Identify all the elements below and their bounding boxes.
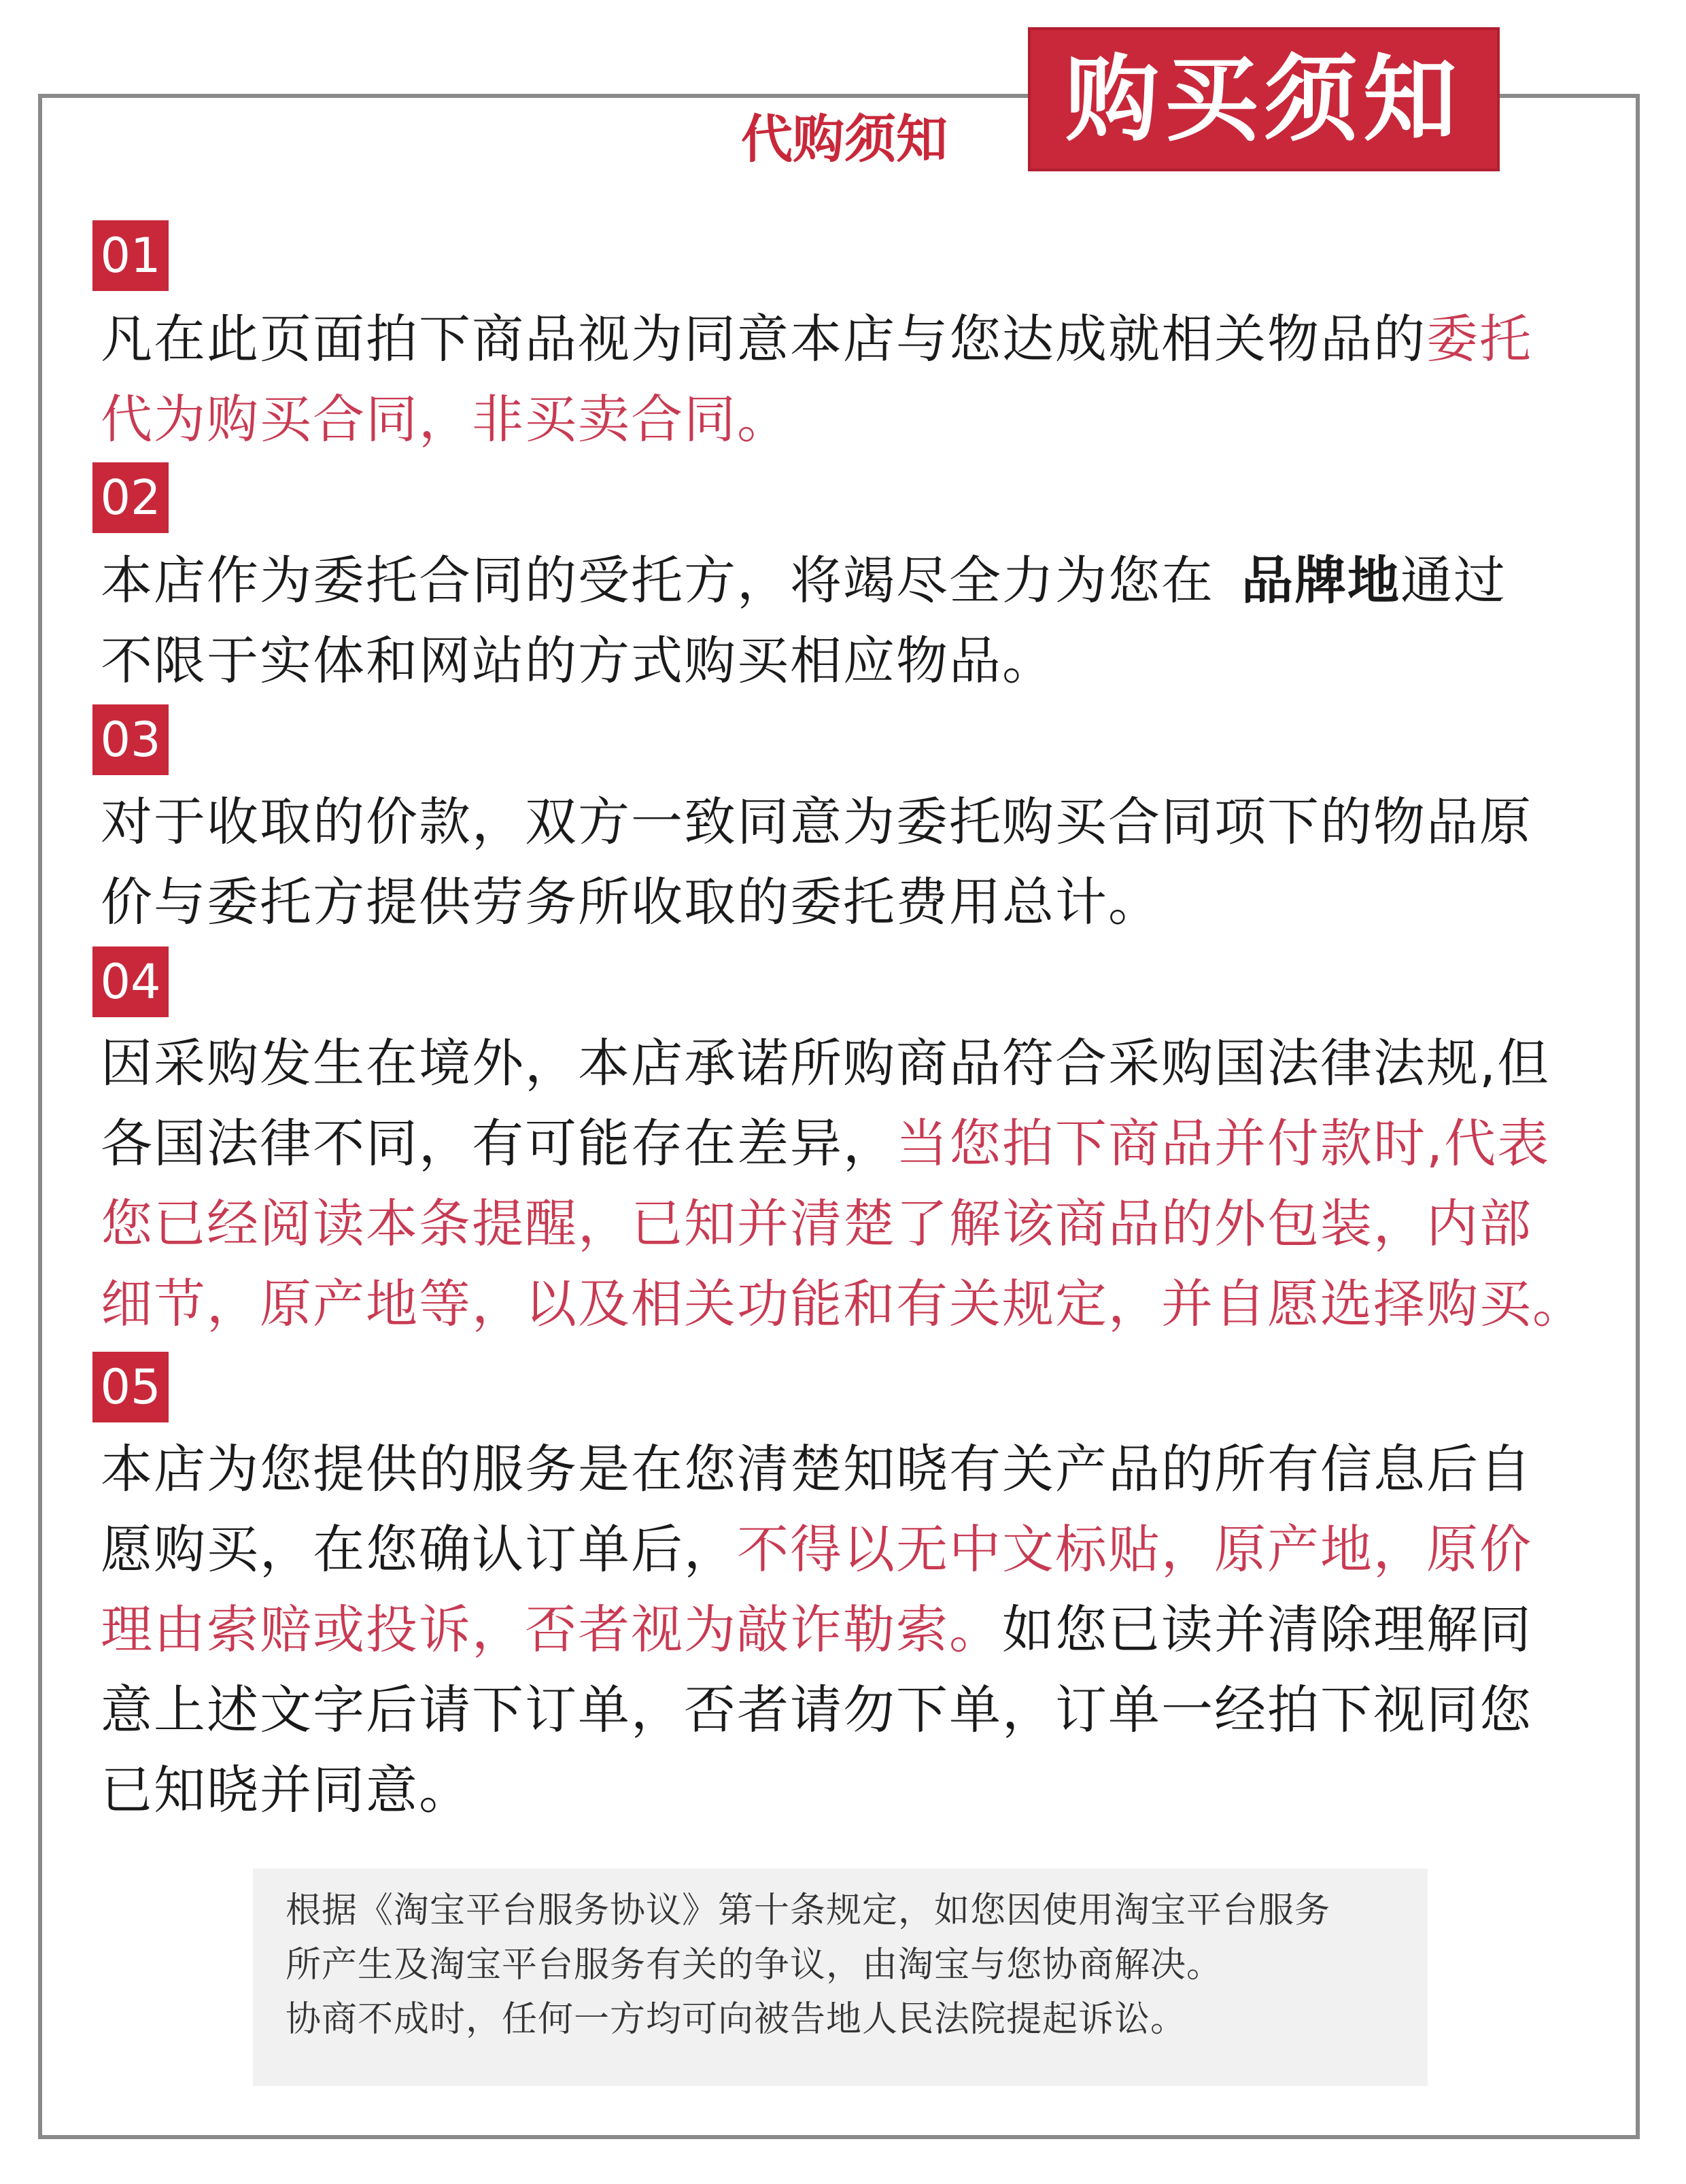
text-segment: 因采购发生在境外，本店承诺所购商品符合采购国法律法规,但: [101, 1033, 1551, 1093]
section-05-text: [101, 1429, 1596, 1830]
section-02-text: [101, 541, 1596, 701]
text-line: [101, 541, 1596, 621]
highlight-segment: 不得以无中文标贴，原产地，原价: [737, 1519, 1532, 1580]
legal-notice-box: [253, 1869, 1428, 2086]
section-number-badge: 05: [92, 1352, 169, 1422]
subtitle: 代购须知: [741, 109, 948, 169]
text-segment: 通过: [1400, 550, 1507, 611]
text-line: [101, 1023, 1596, 1104]
text-segment: 本店为您提供的服务是在您清楚知晓有关产品的所有信息后自: [101, 1439, 1532, 1499]
section-01-text: [101, 299, 1596, 460]
page-title: 购买须知: [1065, 44, 1462, 154]
notice-line: 所产生及淘宝平台服务有关的争议，由淘宝与您协商解决。: [286, 1945, 1223, 1985]
section-number-badge: 04: [92, 946, 169, 1017]
notice-line: 根据《淘宝平台服务协议》第十条规定，如您因使用淘宝平台服务: [286, 1890, 1331, 1931]
text-line: [101, 1590, 1596, 1670]
highlight-segment: 您已经阅读本条提醒，已知并清楚了解该商品的外包装，内部: [101, 1193, 1532, 1254]
notice-line: 协商不成时，任何一方均可向被告地人民法院提起诉讼。: [286, 1999, 1187, 2040]
text-segment: 如您已读并清除理解同: [1002, 1599, 1532, 1660]
text-segment: 意上述文字后请下订单，否者请勿下单，订单一经拍下视同您: [101, 1679, 1532, 1740]
text-segment: 各国法律不同，有可能存在差异，: [101, 1113, 896, 1174]
section-number-badge: 01: [92, 220, 169, 291]
highlight-segment: 委托: [1426, 309, 1532, 369]
text-line: [101, 621, 1596, 701]
text-segment: 对于收取的价款，双方一致同意为委托购买合同项下的物品原: [101, 791, 1532, 852]
section-03-text: [101, 782, 1596, 942]
text-line: [101, 782, 1596, 862]
section-number-badge: 03: [92, 704, 169, 775]
brand-location-text: 品牌地: [1241, 550, 1400, 611]
highlight-segment: 细节，原产地等，以及相关功能和有关规定，并自愿选择购买。: [101, 1274, 1585, 1334]
text-line: [101, 1264, 1596, 1344]
text-line: [101, 1429, 1596, 1509]
section-04-text: [101, 1023, 1596, 1344]
section-number-badge: 02: [92, 462, 169, 533]
text-segment: 不限于实体和网站的方式购买相应物品。: [101, 630, 1055, 691]
highlight-segment: 代为购买合同，非买卖合同。: [101, 389, 790, 449]
text-line: [101, 862, 1596, 942]
text-segment: 价与委托方提供劳务所收取的委托费用总计。: [101, 872, 1161, 932]
text-line: [101, 1670, 1596, 1750]
text-line: [101, 379, 1596, 460]
text-line: [101, 299, 1596, 379]
highlight-segment: 理由索赔或投诉，否者视为敲诈勒索。: [101, 1599, 1002, 1660]
text-segment: 凡在此页面拍下商品视为同意本店与您达成就相关物品的: [101, 309, 1426, 369]
text-segment: 已知晓并同意。: [101, 1760, 472, 1820]
text-segment: 本店作为委托合同的受托方，将竭尽全力为您在: [101, 550, 1214, 611]
text-line: [101, 1509, 1596, 1590]
text-line: [101, 1750, 1596, 1830]
text-line: [101, 1104, 1596, 1184]
highlight-segment: 当您拍下商品并付款时,代表: [896, 1113, 1551, 1174]
title-banner: [1028, 27, 1500, 171]
text-line: [101, 1184, 1596, 1264]
text-segment: 愿购买，在您确认订单后，: [101, 1519, 737, 1580]
